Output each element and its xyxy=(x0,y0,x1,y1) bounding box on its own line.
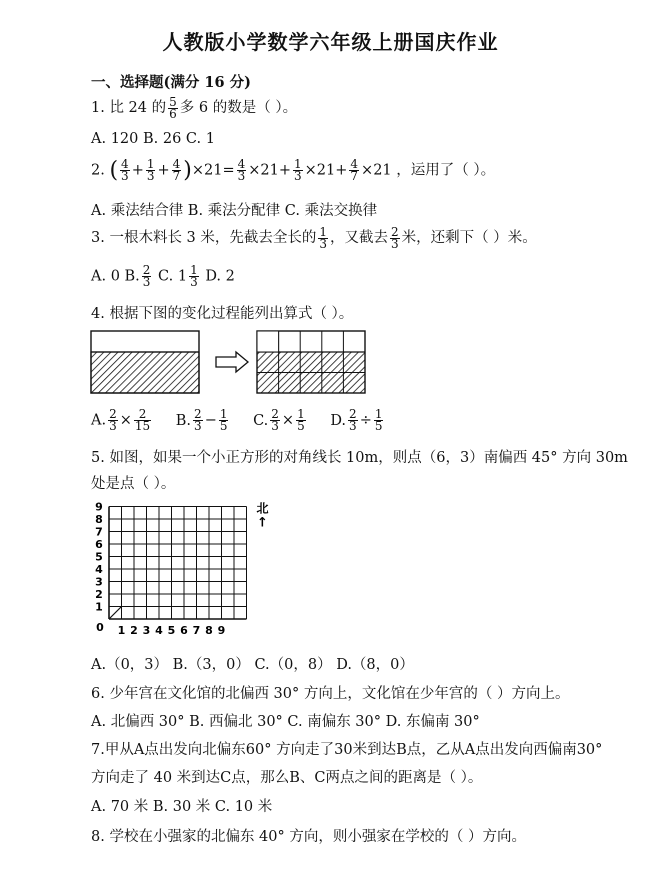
y-axis-label: 5 xyxy=(95,550,103,564)
y-axis-label: 1 xyxy=(95,600,103,614)
q1-text-b: 多 6 的数是（ ）。 xyxy=(179,100,298,116)
arrow-right-icon xyxy=(216,352,248,372)
section-heading: 一、选择题(满分 16 分) xyxy=(91,74,251,91)
q1-frac-num: 5 xyxy=(169,94,177,109)
q1-text-a: 1. 比 24 的 xyxy=(91,100,167,116)
question-3: 3. 一根木料长 3 米，先截去全长的 $\frac{1}{3}$ ，又截去 $\frac{2}{3}$ 米，还剩下（ ）米。 xyxy=(91,224,537,251)
q4-options: A. $\frac{2}{3}$ × $\frac{2}{15}$ B. $\frac{2}{3}$ − $\frac{1}{5}$ C. $\frac{2}{3}$ × $\frac{1}{5}$ D. $\frac{2}{3}$ ÷ $\frac{1}{5}$ xyxy=(91,407,383,433)
q3-options: A. 0 B. $\frac{2}{3}$ C. 1 $\frac{1}{3}$ D. 2 xyxy=(91,263,235,289)
x-axis-label: 2 xyxy=(130,624,138,637)
question-4: 4. 根据下图的变化过程能列出算式（ ）。 xyxy=(91,306,354,322)
q2-options: A. 乘法结合律 B. 乘法分配律 C. 乘法交换律 xyxy=(91,203,378,219)
question-1 xyxy=(91,96,297,120)
diagonal-line xyxy=(109,607,122,620)
question-5-line-1: 5. 如图，如果一个小正方形的对角线长 10m，则点（6，3）南偏西 45° 方向 30m xyxy=(91,450,628,466)
y-axis-label: 2 xyxy=(95,588,103,601)
q2-close-paren: ) xyxy=(183,158,192,183)
q2-open-paren: ( xyxy=(109,158,119,183)
y-axis-label: 9 xyxy=(95,502,103,514)
y-axis-label: 3 xyxy=(95,575,103,589)
page-title: 人教版小学数学六年级上册国庆作业 xyxy=(162,30,499,54)
x-axis-label: 8 xyxy=(205,624,213,637)
x-axis-label: 9 xyxy=(217,624,226,637)
x-axis-label: 1 xyxy=(117,624,126,637)
x-axis-label: 3 xyxy=(142,624,151,637)
question-7-line-2: 方向走了 40 米到达C点，那么B、C两点之间的距离是（ ）。 xyxy=(91,770,483,786)
question-2: 2. ( $\frac{4}{3}$ + $\frac{1}{3}$ + $\frac{4}{7}$ )×21= $\frac{4}{3}$ ×21+ $\frac{1}{3}$ ×21+ $\frac{4}{7}$ ×21 ，运用了（ ）。 xyxy=(91,157,496,183)
y-axis-label: 7 xyxy=(95,525,103,539)
question-7-line-1: 7.甲从A点出发向北偏东60° 方向走了30米到达B点，乙从A点出发向西偏南30° xyxy=(91,742,603,758)
q7-options: A. 70 米 B. 30 米 C. 10 米 xyxy=(91,799,273,815)
q2-tail: ×21 ，运用了（ ）。 xyxy=(361,162,496,179)
x-axis-label: 4 xyxy=(155,624,163,637)
q4-figure xyxy=(90,330,380,396)
question-8: 8. 学校在小强家的北偏东 40° 方向，则小强家在学校的（ ）方向。 xyxy=(91,829,526,845)
north-label: 北 xyxy=(256,502,269,516)
x-axis-label: 5 xyxy=(167,624,176,637)
question-5-line-2: 处是点（ ）。 xyxy=(91,476,176,492)
q5-options: A.（0，3） B.（3，0） C.（0，8） D.（8，0） xyxy=(91,657,414,673)
x-axis-label: 6 xyxy=(180,624,188,637)
origin-label: 0 xyxy=(96,621,104,634)
y-axis-label: 6 xyxy=(95,538,103,551)
q1-options: A. 120 B. 26 C. 1 xyxy=(91,131,215,147)
question-6: 6. 少年宫在文化馆的北偏西 30° 方向上，文化馆在少年宫的（ ）方向上。 xyxy=(91,686,570,702)
q4-right-rectangle xyxy=(257,331,365,393)
q6-options: A. 北偏西 30° B. 西偏北 30° C. 南偏东 30° D. 东偏南 30° xyxy=(91,714,480,730)
y-axis-label: 4 xyxy=(95,563,103,576)
q5-grid-figure xyxy=(88,502,278,642)
q1-frac-den: 6 xyxy=(169,106,177,121)
q4-left-rectangle xyxy=(91,331,199,393)
north-arrow-icon: ↑ xyxy=(257,515,268,531)
q1-fraction xyxy=(168,94,178,121)
y-axis-label: 8 xyxy=(95,513,103,526)
x-axis-label: 7 xyxy=(192,624,201,637)
